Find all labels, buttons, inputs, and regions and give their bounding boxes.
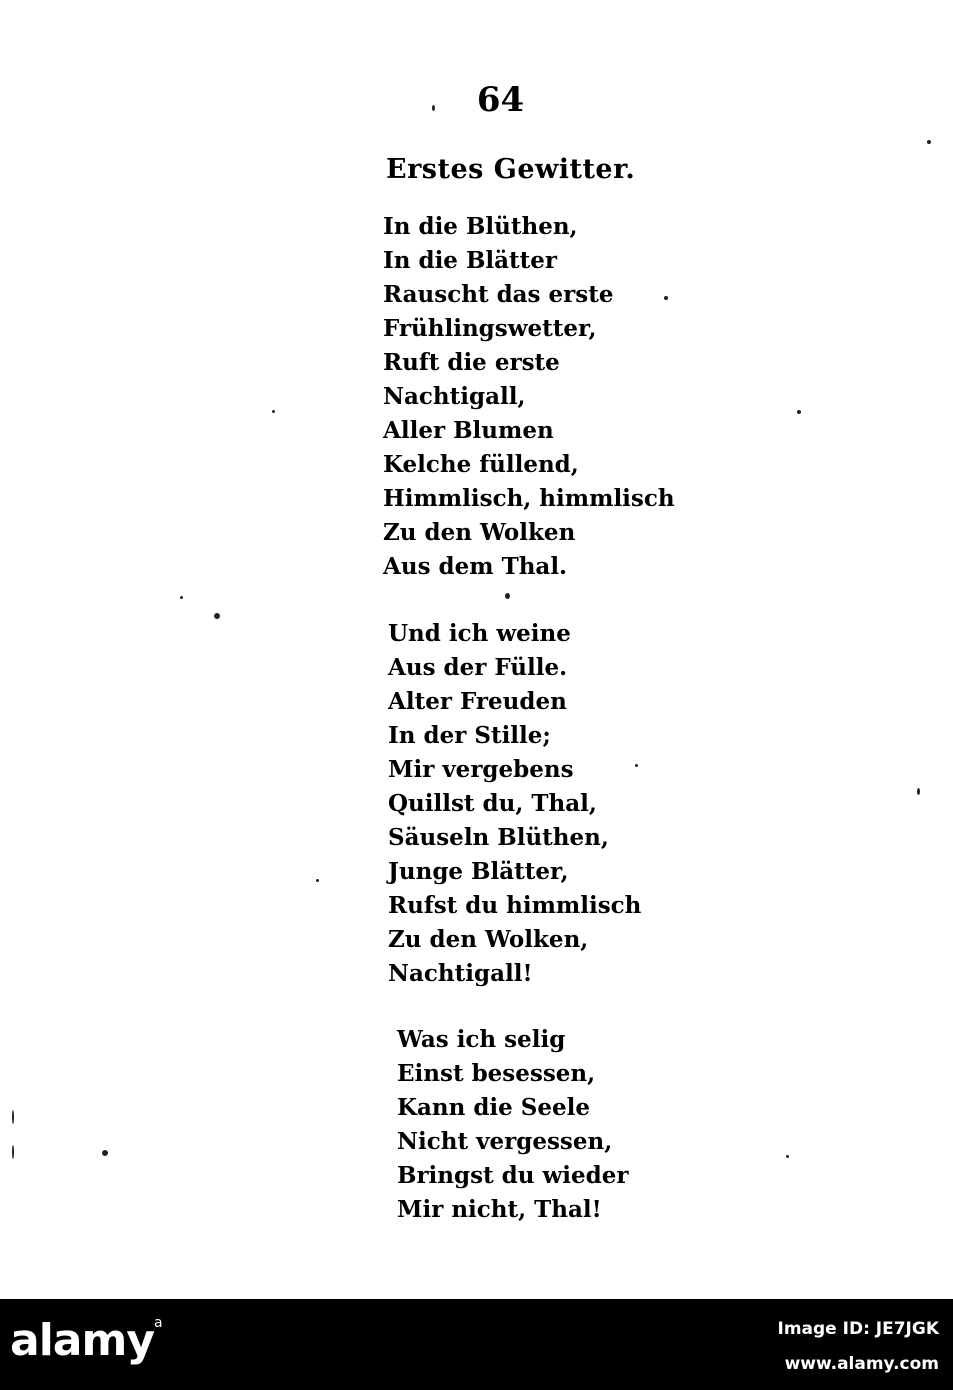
scan-speck (102, 1150, 108, 1156)
scan-speck (12, 1110, 14, 1124)
poem-line: Nachtigall! (388, 960, 533, 987)
scan-speck (432, 105, 435, 111)
stanza-2 (388, 617, 641, 991)
poem-line: Mir vergebens (388, 756, 574, 783)
poem-line: Säuseln Blüthen, (388, 824, 609, 851)
scan-speck (917, 788, 920, 795)
poem-line: Himmlisch, himmlisch (383, 485, 675, 512)
poem-line: Einst besessen, (397, 1060, 596, 1087)
poem-line: Und ich weine (388, 620, 571, 647)
poem-line: Zu den Wolken, (388, 926, 589, 953)
poem-line: Quillst du, Thal, (388, 790, 597, 817)
poem-line: In der Stille; (388, 722, 551, 749)
alamy-logo-text: alamy (10, 1315, 154, 1366)
scan-speck (272, 410, 275, 413)
poem-line: Kann die Seele (397, 1094, 591, 1121)
poem-line: Nachtigall, (383, 383, 526, 410)
image-id-label: Image ID: JE7JGK (777, 1319, 939, 1339)
alamy-logo (10, 1315, 162, 1366)
scan-speck (12, 1145, 14, 1159)
stanza-3 (397, 1023, 629, 1227)
scan-speck (180, 596, 183, 599)
poem-line: Rufst du himmlisch (388, 892, 642, 919)
poem-line: Mir nicht, Thal! (397, 1196, 602, 1223)
poem-line: Bringst du wieder (397, 1162, 629, 1189)
scan-speck (505, 593, 510, 599)
poem-line: Kelche füllend, (383, 451, 579, 478)
scan-speck (635, 764, 638, 767)
scan-speck (786, 1155, 789, 1158)
poem-line: Zu den Wolken (383, 519, 576, 546)
poem-line: Aus dem Thal. (383, 553, 568, 580)
page-number: 64 (476, 80, 525, 120)
scan-speck (927, 140, 931, 144)
scan-speck (214, 613, 220, 619)
watermark-footer (0, 1299, 953, 1390)
poem-line: Aus der Fülle. (388, 654, 568, 681)
poem-line: Alter Freuden (388, 688, 567, 715)
poem-line: Aller Blumen (383, 417, 554, 444)
stanza-1 (383, 210, 675, 584)
poem-line: Nicht vergessen, (397, 1128, 613, 1155)
poem-line: Was ich selig (397, 1026, 566, 1053)
poem-line: Frühlingswetter, (383, 315, 597, 342)
poem-line: In die Blüthen, (383, 213, 578, 240)
alamy-logo-mark: a (154, 1315, 162, 1331)
poem-line: Rauscht das erste (383, 281, 614, 308)
site-url-label: www.alamy.com (784, 1354, 939, 1374)
scan-speck (797, 410, 801, 414)
poem-line: Junge Blätter, (388, 858, 569, 885)
poem-line: Ruft die erste (383, 349, 560, 376)
scan-speck (316, 879, 319, 882)
scan-speck (664, 296, 668, 300)
poem-title: Erstes Gewitter. (386, 154, 636, 185)
poem-line: In die Blätter (383, 247, 558, 274)
